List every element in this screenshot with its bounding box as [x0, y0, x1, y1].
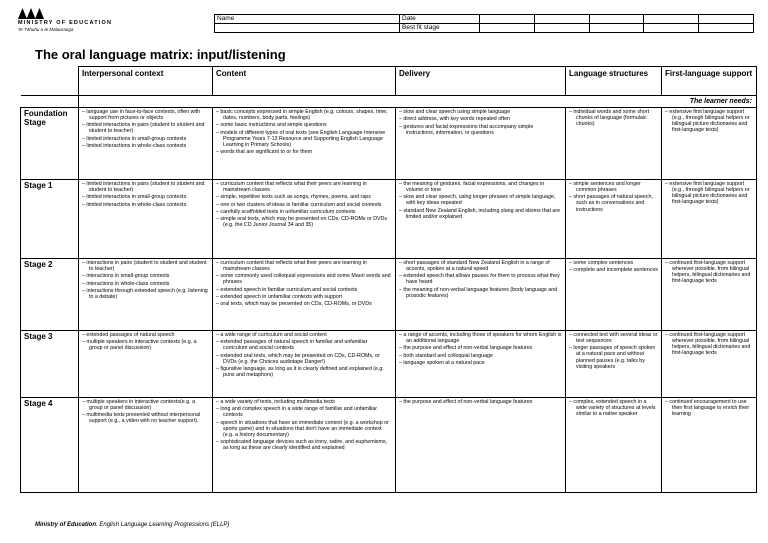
descriptor-list [569, 181, 658, 213]
column-header: Language structures [566, 67, 662, 96]
descriptor-item: – both standard and colloquial language [399, 353, 562, 359]
matrix-cell [662, 398, 757, 493]
descriptor-item: – some commonly used colloquial expressions and some Maori words and phrases [216, 273, 392, 285]
descriptor-item: – extended speech that allows pauses for them to process what they have heard [399, 273, 562, 285]
descriptor-item: – short passages of natural speech, such as in conversations and instructions [569, 194, 658, 212]
descriptor-item: – limited interactions in whole-class contexts [82, 143, 209, 149]
descriptor-item: – slow and clear speech, using longer phrases of simple language, with key ideas repeated [399, 194, 562, 206]
descriptor-list [569, 260, 658, 273]
matrix-cell [566, 259, 662, 331]
descriptor-item: – the meaning of non-verbal language features (body language and prosodic features) [399, 287, 562, 299]
descriptor-item: – extended oral texts, which may be presented on CDs, CD-ROMs, or DVDs (e.g. the Choices audiotape Danger!) [216, 353, 392, 365]
descriptor-item: – language use in face-to-face contexts, often with support from pictures or objects [82, 109, 209, 121]
descriptor-item: – limited interactions in whole-class contexts [82, 202, 209, 208]
descriptor-list [82, 181, 209, 208]
stage-row [21, 331, 757, 398]
name-field[interactable] [215, 24, 400, 33]
descriptor-item: – interactions through extended speech (e.g. listening to a debate) [82, 288, 209, 300]
descriptor-list [399, 109, 562, 136]
column-header: Interpersonal context [79, 67, 213, 96]
matrix-cell [213, 108, 396, 180]
matrix-cell [213, 259, 396, 331]
descriptor-list [82, 260, 209, 300]
learner-needs-caption: The learner needs: [79, 96, 757, 108]
oral-language-matrix [20, 66, 757, 493]
descriptor-list [665, 260, 753, 284]
descriptor-list [82, 399, 209, 425]
descriptor-item: – some basic instructions and simple questions [216, 122, 392, 128]
descriptor-list [216, 332, 392, 378]
descriptor-item: – language spoken at a natural pace [399, 360, 562, 366]
descriptor-item: – the purpose and effect of non-verbal language features [399, 345, 562, 351]
descriptor-item: – a range of accents, including those of speakers for whom English is an additional language [399, 332, 562, 344]
descriptor-list [399, 399, 562, 405]
stage-label: Foundation Stage [21, 108, 79, 180]
stage-label: Stage 2 [21, 259, 79, 331]
column-header: Delivery [396, 67, 566, 96]
descriptor-item: – words that are significant to or for them [216, 149, 392, 155]
form-cell[interactable] [699, 24, 754, 33]
footer-org: Ministry of Education [35, 522, 97, 528]
descriptor-item: – simple oral texts, which may be presented on CDs, CD-ROMs or DVDs (e.g. the CD Junior Journal 34 and 35) [216, 216, 392, 228]
descriptor-item: – individual words and some short chunks of language (formulaic chunks) [569, 109, 658, 127]
stage-row [21, 398, 757, 493]
descriptor-item: – limited interactions in small-group contexts [82, 136, 209, 142]
descriptor-item: – short passages of standard New Zealand English in a range of accents, spoken at a natural speed [399, 260, 562, 272]
descriptor-item: – multiple speakers in interactive contexts (e.g. a group or panel discussion) [82, 339, 209, 351]
matrix-cell [213, 331, 396, 398]
matrix-cell [213, 180, 396, 259]
column-header: Content [213, 67, 396, 96]
student-info-form [214, 14, 754, 33]
descriptor-item: – slow and clear speech using simple language [399, 109, 562, 115]
descriptor-list [665, 109, 753, 133]
descriptor-item: – standard New Zealand English, including slang and idioms that are limited and/or explained [399, 208, 562, 220]
descriptor-list [216, 260, 392, 307]
descriptor-item: – simple, repetitive texts such as songs, rhymes, poems, and raps [216, 194, 392, 200]
form-cell[interactable] [644, 24, 699, 33]
matrix-cell [396, 331, 566, 398]
footer-text: : English Language Learning Progressions (ELLP) [96, 522, 230, 528]
descriptor-list [216, 181, 392, 228]
descriptor-item: – longer passages of speech spoken at a natural pace and without planned pauses (e.g. talks by visiting speakers [569, 345, 658, 369]
descriptor-item: – extended speech in familiar curriculum and social contexts [216, 287, 392, 293]
descriptor-item: – one or two clusters of ideas in familiar curriculum and social contexts [216, 202, 392, 208]
matrix-cell [662, 331, 757, 398]
descriptor-list [665, 332, 753, 356]
descriptor-list [399, 260, 562, 299]
descriptor-list [399, 181, 562, 220]
descriptor-item: – the meaning of gestures, facial expressions, and changes in volume or tone [399, 181, 562, 193]
matrix-cell [566, 331, 662, 398]
stage-label: Stage 3 [21, 331, 79, 398]
descriptor-item: – long and complex speech in a wide range of familiar and unfamiliar contexts [216, 406, 392, 418]
descriptor-item: – curriculum content that reflects what their peers are learning in mainstream classes [216, 260, 392, 272]
logo-mark-icon [18, 8, 44, 19]
stage-label: Stage 4 [21, 398, 79, 493]
descriptor-item: – oral texts, which may be presented on CDs, CD-ROMs, or DVDs [216, 301, 392, 307]
descriptor-item: – the purpose and effect of non-verbal language features [399, 399, 562, 405]
descriptor-item: – complete and incomplete sentences [569, 267, 658, 273]
descriptor-item: – interactions in pairs (student to student and student to teacher) [82, 260, 209, 272]
matrix-cell [79, 398, 213, 493]
form-cell[interactable] [534, 15, 589, 24]
matrix-cell [79, 180, 213, 259]
descriptor-item: – a wide variety of texts, including multimedia texts [216, 399, 392, 405]
matrix-cell [662, 180, 757, 259]
stage-row [21, 259, 757, 331]
blank-cell [21, 96, 79, 108]
descriptor-list [82, 109, 209, 149]
form-cell[interactable] [480, 24, 535, 33]
page-title: The oral language matrix: input/listening [35, 47, 286, 62]
descriptor-list [82, 332, 209, 351]
descriptor-item: – continued first-language support wherever possible, from bilingual helpers, bilingual dictionaries and first-language texts [665, 260, 753, 284]
form-cell[interactable] [534, 24, 589, 33]
matrix-cell [566, 108, 662, 180]
descriptor-item: – extended passages of natural speech [82, 332, 209, 338]
descriptor-item: – basic concepts expressed in simple English (e.g. colours, shapes, time, dates, numbers, body parts, feelings) [216, 109, 392, 121]
form-cell[interactable] [480, 15, 535, 24]
footer [35, 522, 229, 528]
descriptor-item: – limited interactions in small-group contexts [82, 194, 209, 200]
column-header: First-language support [662, 67, 757, 96]
stage-row [21, 180, 757, 259]
descriptor-item: – models of different types of oral texts (see English Language Intensive Programme Years 7-13 Resource and Supporting English Language Learning in Primary Schools) [216, 130, 392, 148]
descriptor-list [216, 109, 392, 155]
name-label: Name [215, 15, 400, 24]
matrix-cell [79, 259, 213, 331]
matrix-cell [396, 398, 566, 493]
matrix-cell [662, 108, 757, 180]
descriptor-item: – curriculum content that reflects what their peers are learning in mainstream classes [216, 181, 392, 193]
stage-row [21, 108, 757, 180]
matrix-cell [396, 259, 566, 331]
descriptor-item: – gestures and facial expressions that accompany simple instructions, information, or questions [399, 124, 562, 136]
descriptor-item: – interactions in whole-class contexts [82, 281, 209, 287]
form-cell[interactable] [589, 24, 644, 33]
logo-subtitle: Te Tāhuhu o te Mātauranga [18, 27, 74, 32]
descriptor-item: – complex, extended speech in a wide variety of structures at levels similar to a native speaker [569, 399, 658, 417]
form-cell[interactable] [699, 15, 754, 24]
descriptor-item: – simple sentences and longer common phrases [569, 181, 658, 193]
descriptor-item: – extended speech in unfamiliar contexts with support [216, 294, 392, 300]
matrix-cell [662, 259, 757, 331]
descriptor-item: – extended passages of natural speech in familiar and unfamiliar curriculum and social contexts [216, 339, 392, 351]
form-cell[interactable] [589, 15, 644, 24]
descriptor-list [665, 181, 753, 205]
matrix-cell [396, 180, 566, 259]
descriptor-item: – multiple speakers in interactive contexts(e.g. a group or panel discussion) [82, 399, 209, 411]
descriptor-item: – carefully scaffolded texts in unfamiliar curriculum contexts [216, 209, 392, 215]
learner-needs-row [21, 96, 757, 108]
descriptor-item: – speech in situations that have an immediate context (e.g. a workshop or sports game) and in situations that don't have an immediate context (e.g. a history documentary) [216, 420, 392, 438]
descriptor-item: – extensive first language support (e.g., through bilingual helpers or bilingual picture dictionaries and first-language texts) [665, 181, 753, 205]
matrix-cell [79, 331, 213, 398]
descriptor-item: – interactions in small-group contexts [82, 273, 209, 279]
matrix-cell [566, 180, 662, 259]
descriptor-list [569, 332, 658, 370]
matrix-cell [213, 398, 396, 493]
descriptor-item: – a wide range of curriculum and social content [216, 332, 392, 338]
stage-label: Stage 1 [21, 180, 79, 259]
descriptor-list [569, 109, 658, 127]
descriptor-item: – sophisticated language devices such as irony, satire, and euphemisms, as long as these are clearly identified and explained [216, 439, 392, 451]
best-fit-label: Best fit stage [400, 24, 480, 33]
descriptor-item: – extensive first language support (e.g., through bilingual helpers or bilingual picture dictionaries and first-language texts) [665, 109, 753, 133]
descriptor-list [569, 399, 658, 417]
corner-cell [21, 67, 79, 96]
ministry-logo [18, 8, 178, 32]
descriptor-list [399, 332, 562, 366]
column-header-row [21, 67, 757, 96]
matrix-cell [396, 108, 566, 180]
descriptor-item: – limited interactions in pairs (student to student and student to teacher) [82, 181, 209, 193]
date-label: Date [400, 15, 480, 24]
descriptor-list [665, 399, 753, 417]
form-cell[interactable] [644, 15, 699, 24]
descriptor-item: – continued encouragement to use their first language to enrich their learning [665, 399, 753, 417]
descriptor-item: – connected text with several ideas or text sequences [569, 332, 658, 344]
descriptor-item: – continued first-language support wherever possible, from bilingual helpers, bilingual dictionaries and first-language texts [665, 332, 753, 356]
descriptor-item: – limited interactions in pairs (student to student and student to teacher) [82, 122, 209, 134]
descriptor-item: – figurative language, as long as it is clearly defined and explained (e.g. puns and metaphors) [216, 366, 392, 378]
descriptor-list [216, 399, 392, 451]
matrix-cell [566, 398, 662, 493]
descriptor-item: – direct address, with key words repeated often [399, 116, 562, 122]
descriptor-item: – some complex sentences [569, 260, 658, 266]
descriptor-item: – multimedia texts presented without interpersonal support (e.g., a video with no teacher support). [82, 412, 209, 424]
matrix-cell [79, 108, 213, 180]
logo-name: MINISTRY OF EDUCATION [18, 20, 113, 26]
